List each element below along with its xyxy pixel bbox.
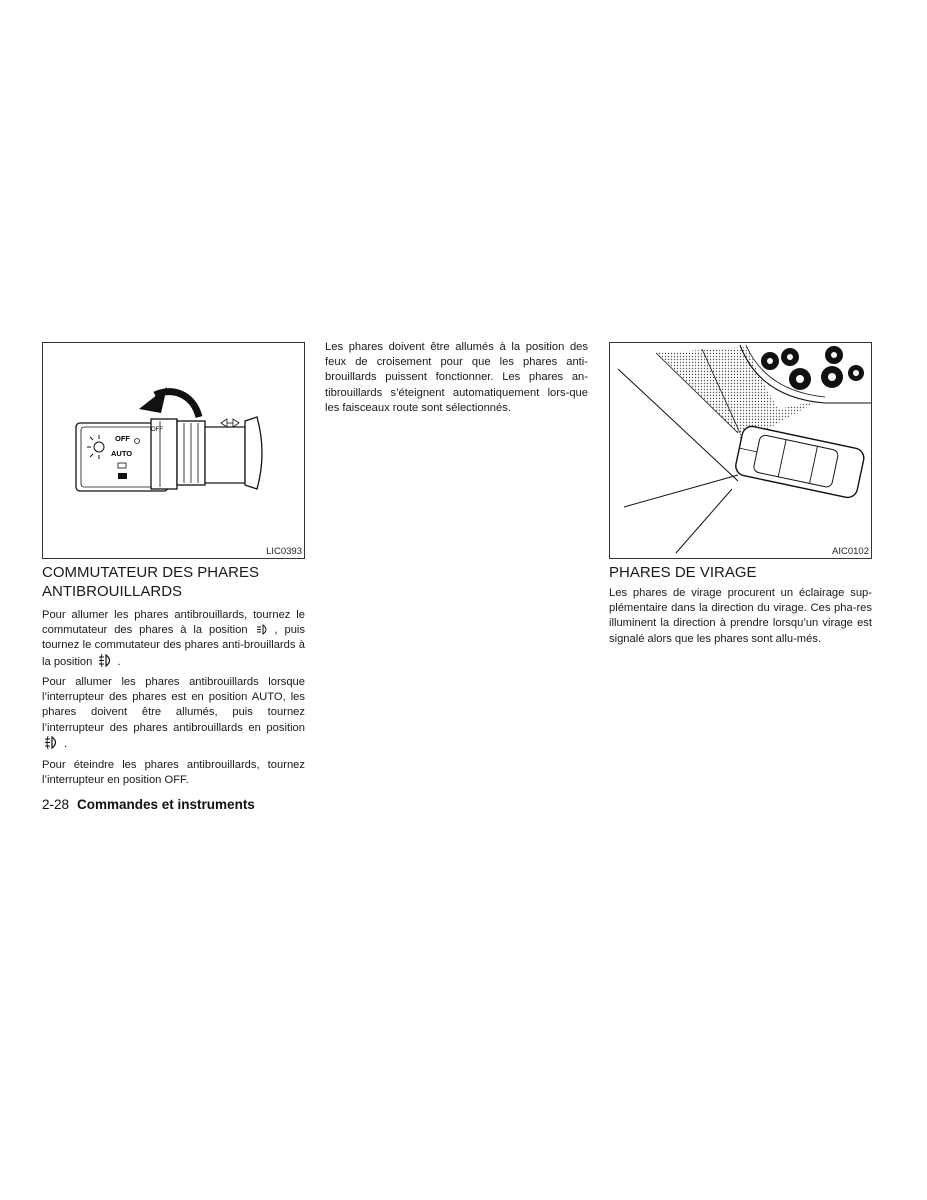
figure-label: LIC0393 <box>266 546 302 557</box>
paragraph-2 <box>42 675 305 752</box>
section-title: Commandes et instruments <box>77 797 255 812</box>
paragraph-1-text-c: . <box>117 655 121 668</box>
heading-line-2: ANTIBROUILLARDS <box>42 583 183 600</box>
paragraph-1-text-b: , puis tournez le commutateur des phares anti-brouillards à la position <box>42 624 305 668</box>
paragraph-3: Pour éteindre les phares antibrouillards, tournez l’interrupteur en position OFF. <box>42 759 305 787</box>
heading-line-1: COMMUTATEUR DES PHARES <box>42 564 259 581</box>
auto-label: AUTO <box>111 449 133 458</box>
paragraph-2-text-b: . <box>64 737 68 750</box>
figure-label: AIC0102 <box>832 546 869 557</box>
off-label: OFF <box>115 434 130 443</box>
headlight-fog-icon <box>256 624 270 635</box>
paragraph-2-text-a: Pour allumer les phares antibrouillards lorsque l’interrupteur des phares est en position AUTO, les phares doivent être allumés, puis tournez l’interrupteur des phares antibrouillards en position <box>42 676 305 734</box>
page-footer <box>42 797 255 812</box>
paragraph-1 <box>42 608 305 670</box>
paragraph-1-text-a: Pour allumer les phares antibrouillards, tournez le commutateur des phares à la position <box>42 609 305 637</box>
fog-light-icon <box>98 654 114 667</box>
car-drawing <box>734 425 866 500</box>
fog-light-icon <box>44 736 60 749</box>
cornering-heading: PHARES DE VIRAGE <box>609 564 757 581</box>
middle-paragraph: Les phares doivent être allumés à la position des feux de croisement pour que les phares anti-brouillards puissent fonctionner. Les phares an-tibrouillards s’éteignent automatiquement lors-que les faisceaux route sont sélectionnés. <box>325 341 588 414</box>
page-number: 2-28 <box>42 797 70 812</box>
off-small-label: OFF <box>151 427 163 433</box>
switch-figure <box>42 342 305 559</box>
cornering-paragraph: Les phares de virage procurent un éclairage sup-plémentaire dans la direction du virage. Ces pha-res illuminent la direction à prendre lorsqu’un virage est signalé alors que les phares sont allu-més. <box>609 587 872 645</box>
cornering-illustration <box>610 343 871 558</box>
fog-switch-heading <box>42 563 312 601</box>
cornering-figure <box>609 342 872 559</box>
switch-illustration <box>43 343 304 558</box>
